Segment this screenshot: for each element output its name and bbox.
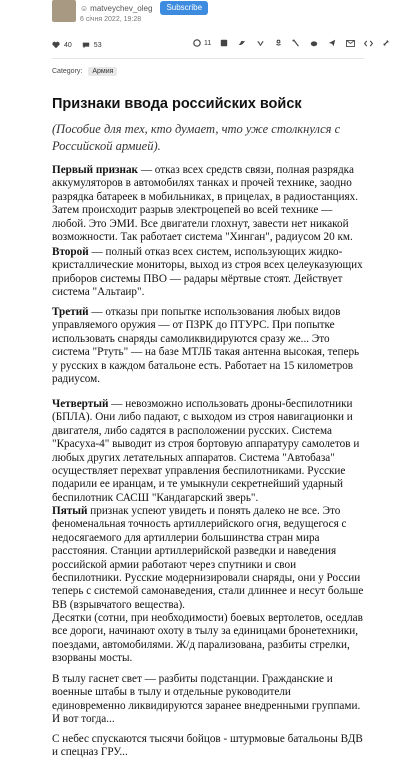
email-icon[interactable] [345, 38, 355, 48]
author-row [80, 1, 208, 15]
share-count: 11 [204, 39, 212, 47]
paragraph-text: С небес спускаются тысячи бойцов - штурмовые батальоны ВДВ и спецназ ГРУ... [52, 733, 363, 759]
comment-count: 53 [93, 41, 102, 49]
paragraph-text: — отказ всех средств связи, полная разрядка аккумуляторов в автомобилях танках и прочей технике, заодно разрядка батареек в мобильниках, в прицелах, в радиостанциях. Затем происходит разрыв электроцепей во всей технике — любой. Это ЭМИ. Все двигатели глохнут, завести нет никакой возможности. Так работает система "Хинган", радиусом 20 км. [52, 164, 359, 244]
subscribe-button[interactable]: Subscribe [160, 1, 208, 15]
category-row [52, 67, 117, 76]
paragraph-3 [52, 306, 364, 386]
share-icon[interactable] [192, 38, 202, 48]
paragraph-8 [52, 733, 364, 760]
heart-icon [52, 41, 60, 49]
paragraph-7 [52, 673, 364, 727]
paragraph-text: — полный отказ всех систем, использующих жидко-кристаллические мониторы, выход из строя всех целеуказующих приборов системы ПВО — радары мёртвые стоят. Действует система "Альтаир". [52, 246, 363, 299]
author-name[interactable]: matveychev_oleg [90, 3, 153, 13]
telegram-icon[interactable] [327, 38, 337, 48]
paragraph-text: Десятки (сотни, при необходимости) боевых вертолетов, оседлав все дороги, начинают охоту в тылу за единицами бронетехники, поездами, автомобилями. Ж/д парализована, разбиты стрелки, взорваны мосты. [52, 612, 363, 665]
paragraph-6 [52, 612, 364, 666]
divider [52, 58, 364, 59]
reddit-icon[interactable] [309, 38, 319, 48]
paragraph-text: — отказы при попытке использования любых видов управляемого оружия — от ПЗРК до ПТУРС. При попытке использовать снаряды самоликвидируются сразу же... Это система "Ртуть" — на базе МТЛБ такая антенна высокая, теперь у русских в каждом батальоне есть. Работает на 15 километров радиусом. [52, 306, 360, 386]
embed-icon[interactable] [363, 38, 373, 48]
category-tag[interactable]: Армия [88, 67, 117, 76]
vk-icon[interactable] [255, 38, 265, 48]
paragraph-text: — невозможно использовать дроны-беспилотники (БПЛА). Они либо падают, с выходом из строя навигационки и двигателя, либо садятся в расположении русских. Система "Красуха-4" выводит из строя бортовую аппаратуру самолетов и любых других летательных аппаратов. Система "Автобаза" осуществляет перехват управления беспилотниками. Русские подарили ее иранцам, и те умыкнули секретнейший ударный беспилотник САСШ "Кандагарский зверь". [52, 398, 360, 504]
post-actions [52, 38, 364, 52]
paragraph-lead: Третий [52, 306, 89, 318]
category-label: Category: [52, 68, 83, 75]
twitter-icon[interactable] [237, 38, 247, 48]
paragraph-lead: Четвертый [52, 398, 109, 410]
paragraph-1 [52, 164, 364, 244]
paragraph-lead: Второй [52, 246, 89, 258]
paragraph-lead: Первый признак [52, 164, 139, 176]
article-title: Признаки ввода российских войск [52, 96, 302, 112]
avatar[interactable] [52, 0, 76, 22]
livejournal-icon[interactable] [291, 38, 301, 48]
share-bar [192, 38, 399, 48]
facebook-icon[interactable] [219, 38, 229, 48]
paragraph-2 [52, 246, 364, 300]
like-button[interactable] [52, 41, 72, 49]
article-lead: (Пособие для тех, кто думает, что уже столкнулся с Российской армией). [52, 122, 341, 153]
like-count: 40 [64, 41, 72, 49]
post-date: 6 січня 2022, 19:28 [80, 16, 142, 23]
user-icon: ☺ [80, 3, 89, 13]
paragraph-5 [52, 505, 364, 612]
paragraph-lead: Пятый [52, 505, 88, 517]
paragraph-text: В тылу гаснет свет — разбиты подстанции. Гражданские и военные штабы в тылу и отдельные руководители единовременно ликвидируются заранее внедренными группами. И вот тогда... [52, 673, 361, 726]
odnoklassniki-icon[interactable] [273, 38, 283, 48]
link-icon[interactable] [381, 38, 391, 48]
paragraph-text: признак успеют увидеть и понять далеко не все. Это феноменальная точность артиллерийского огня, ведущегося с недосягаемого для артиллерии большинства стран мира расстояния. Станции артиллерийской разведки и наведения российской армии работают через спутники и свои беспилотники. Русские модернизировали снаряды, они у России теперь с системой самонаведения, стали длиннее и несут больше ВВ (взрывчатого вещества). [52, 505, 364, 611]
comments-button[interactable] [82, 41, 102, 49]
post-header [0, 0, 415, 34]
paragraph-4 [52, 398, 364, 505]
comment-icon [82, 41, 90, 49]
